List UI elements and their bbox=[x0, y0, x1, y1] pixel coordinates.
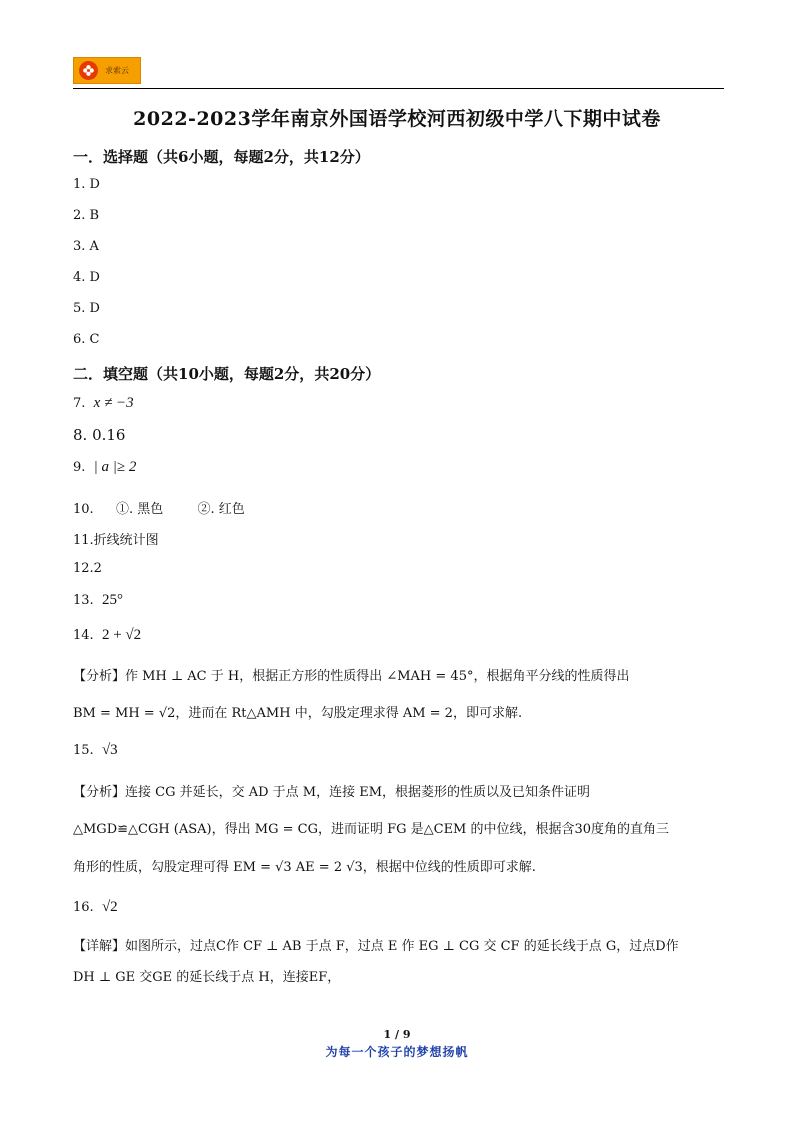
page-title: 2022-2023学年南京外国语学校河西初级中学八下期中试卷 bbox=[133, 108, 661, 130]
answer-16-detail-line-1: 【详解】如图所示，过点C作 CF ⊥ AB 于点 F，过点 E 作 EG ⊥ CG 交 CF 的延长线于点 G，过点D作 bbox=[73, 939, 679, 954]
section-heading-fill: 二．填空题（共10小题，每题2分，共20分） bbox=[73, 365, 381, 383]
answer-10 bbox=[73, 498, 245, 517]
answer-4: 4. D bbox=[73, 270, 100, 285]
answer-9-math: | a |≥ 2 bbox=[93, 459, 137, 475]
answer-16-number: 16. bbox=[73, 900, 94, 915]
section-heading-choice: 一．选择题（共6小题，每题2分，共12分） bbox=[73, 148, 370, 166]
answer-11: 11.折线统计图 bbox=[73, 533, 159, 548]
answer-14-math: 2 + √2 bbox=[101, 627, 142, 643]
answer-16 bbox=[73, 899, 118, 916]
answer-15-analysis-line-1: 【分析】连接 CG 并延长，交 AD 于点 M，连接 EM，根据菱形的性质以及已知条件证明 bbox=[73, 785, 591, 800]
answer-14-analysis-line-1: 【分析】作 MH ⊥ AC 于 H，根据正方形的性质得出 ∠MAH = 45°，根据角平分线的性质得出 bbox=[73, 669, 630, 684]
answer-5: 5. D bbox=[73, 301, 100, 316]
answer-7 bbox=[73, 395, 134, 412]
answer-3: 3. A bbox=[73, 239, 99, 254]
answer-12: 12.2 bbox=[73, 561, 102, 576]
answer-9-number: 9. bbox=[73, 460, 86, 475]
answer-13 bbox=[73, 592, 123, 609]
page-number: 1 / 9 bbox=[383, 1028, 411, 1041]
answer-7-math: x ≠ −3 bbox=[93, 395, 134, 411]
answer-16-math: √2 bbox=[101, 899, 118, 915]
answer-10-option-b: ②. 红色 bbox=[197, 502, 245, 517]
answer-10-option-a: ①. 黑色 bbox=[115, 502, 164, 517]
answer-13-math: 25° bbox=[101, 592, 123, 608]
answer-7-number: 7. bbox=[73, 396, 86, 411]
answer-15-number: 15. bbox=[73, 743, 94, 758]
answer-14-number: 14. bbox=[73, 628, 94, 643]
answer-8: 8. 0.16 bbox=[73, 426, 126, 444]
answer-15-analysis-line-3: 角形的性质，勾股定理可得 EM = √3 AE = 2 √3，根据中位线的性质即可求解. bbox=[73, 860, 536, 875]
answer-15 bbox=[73, 742, 118, 759]
answer-9 bbox=[73, 459, 136, 476]
logo-text: 求索云 bbox=[105, 66, 129, 75]
answer-14 bbox=[73, 627, 141, 644]
footer-slogan: 为每一个孩子的梦想扬帆 bbox=[325, 1045, 469, 1059]
header-divider bbox=[73, 88, 724, 89]
answer-1: 1. D bbox=[73, 177, 100, 192]
header-logo bbox=[73, 57, 141, 84]
answer-6: 6. C bbox=[73, 332, 100, 347]
answer-2: 2. B bbox=[73, 208, 100, 223]
answer-14-analysis-line-2: BM = MH = √2，进而在 Rt△AMH 中，勾股定理求得 AM = 2，即可求解. bbox=[73, 706, 523, 721]
answer-10-number: 10. bbox=[73, 502, 94, 517]
answer-16-detail-line-2: DH ⊥ GE 交GE 的延长线于点 H，连接EF， bbox=[73, 970, 341, 985]
flower-icon bbox=[79, 61, 98, 80]
answer-15-math: √3 bbox=[101, 742, 118, 758]
answer-13-number: 13. bbox=[73, 593, 94, 608]
answer-15-analysis-line-2: △MGD≌△CGH (ASA)，得出 MG = CG，进而证明 FG 是△CEM 的中位线，根据含30度角的直角三 bbox=[73, 822, 670, 837]
